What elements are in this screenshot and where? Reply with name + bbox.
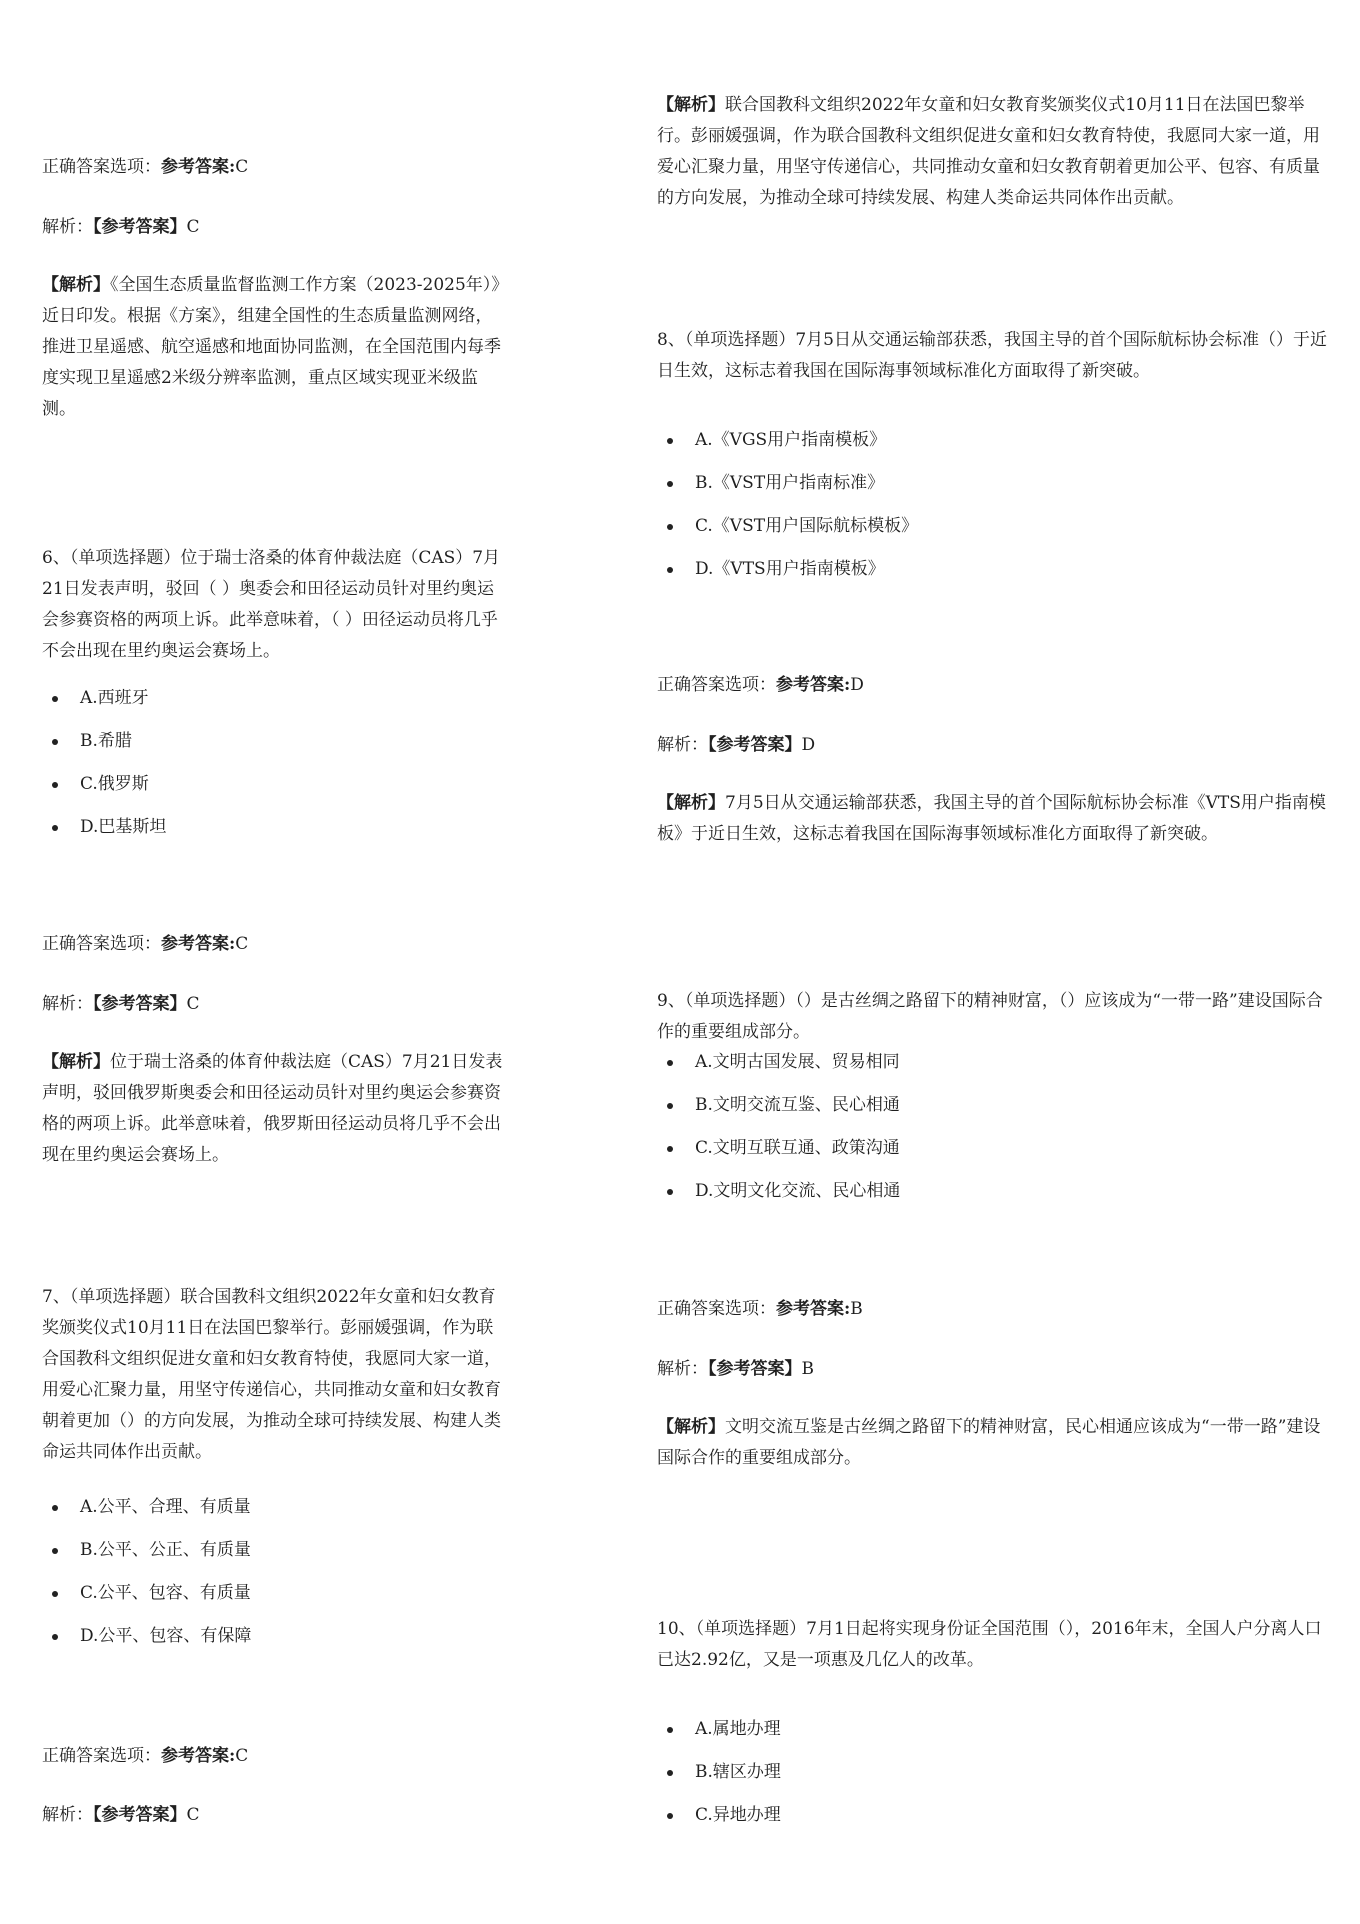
q7-answer: 正确答案选项：参考答案:C bbox=[42, 1746, 249, 1766]
q6-question: 6、（单项选择题）位于瑞士洛桑的体育仲裁法庭（CAS）7月21日发表声明，驳回（ ）奥委会和田径运动员针对里约奥运会参赛资格的两项上诉。此举意味着，（ ）田径运动员将几乎不会出现在里约奥运会赛场上。 bbox=[42, 548, 501, 661]
q9-option-d: D.文明文化交流、民心相通 bbox=[657, 1170, 1327, 1213]
q7-option-b: B.公平、公正、有质量 bbox=[42, 1529, 505, 1572]
q8-analysis: 解析：【参考答案】D bbox=[657, 735, 816, 755]
q10-question: 10、（单项选择题）7月1日起将实现身份证全国范围（），2016年末，全国人户分离人口已达2.92亿，又是一项惠及几亿人的改革。 bbox=[657, 1619, 1322, 1670]
q9-question: 9、（单项选择题）（）是古丝绸之路留下的精神财富，（）应该成为“一带一路”建设国际合作的重要组成部分。 bbox=[657, 991, 1323, 1042]
q6-analysis: 解析：【参考答案】C bbox=[42, 994, 200, 1014]
q9-option-c: C.文明互联互通、政策沟通 bbox=[657, 1127, 1327, 1170]
q8-option-a: A.《VGS用户指南模板》 bbox=[657, 419, 1327, 462]
q8-question: 8、（单项选择题）7月5日从交通运输部获悉，我国主导的首个国际航标协会标准（）于近日生效，这标志着我国在国际海事领域标准化方面取得了新突破。 bbox=[657, 330, 1327, 381]
q7-option-a: A.公平、合理、有质量 bbox=[42, 1486, 505, 1529]
q7-explanation: 【解析】联合国教科文组织2022年女童和妇女教育奖颁奖仪式10月11日在法国巴黎举行。彭丽媛强调，作为联合国教科文组织促进女童和妇女教育特使，我愿同大家一道，用爱心汇聚力量，用坚守传递信心，共同推动女童和妇女教育朝着更加公平、包容、有质量的方向发展，为推动全球可持续发展、构建人类命运共同体作出贡献。 bbox=[657, 95, 1320, 208]
q8-answer: 正确答案选项：参考答案:D bbox=[657, 675, 864, 695]
q8-explanation: 【解析】7月5日从交通运输部获悉，我国主导的首个国际航标协会标准《VTS用户指南模板》于近日生效，这标志着我国在国际海事领域标准化方面取得了新突破。 bbox=[657, 793, 1326, 844]
q10-options bbox=[657, 1708, 1327, 1837]
q7-options bbox=[42, 1486, 505, 1658]
q9-answer: 正确答案选项：参考答案:B bbox=[657, 1299, 863, 1319]
q9-option-a: A.文明古国发展、贸易相同 bbox=[657, 1041, 1327, 1084]
q5-analysis: 解析：【参考答案】C bbox=[42, 217, 200, 237]
q6-option-c: C.俄罗斯 bbox=[42, 763, 505, 806]
q6-answer: 正确答案选项：参考答案:C bbox=[42, 934, 249, 954]
q7-question: 7、（单项选择题）联合国教科文组织2022年女童和妇女教育奖颁奖仪式10月11日在法国巴黎举行。彭丽媛强调，作为联合国教科文组织促进女童和妇女教育特使，我愿同大家一道，用爱心汇聚力量，用坚守传递信心，共同推动女童和妇女教育朝着更加（）的方向发展，为推动全球可持续发展、构建人类命运共同体作出贡献。 bbox=[42, 1287, 501, 1462]
q8-option-d: D.《VTS用户指南模板》 bbox=[657, 548, 1327, 591]
q6-option-b: B.希腊 bbox=[42, 720, 505, 763]
q10-option-c: C.异地办理 bbox=[657, 1794, 1327, 1837]
q6-options bbox=[42, 677, 505, 849]
q9-options bbox=[657, 1041, 1327, 1213]
q7-option-c: C.公平、包容、有质量 bbox=[42, 1572, 505, 1615]
q6-option-d: D.巴基斯坦 bbox=[42, 806, 505, 849]
q10-option-b: B.辖区办理 bbox=[657, 1751, 1327, 1794]
q6-option-a: A.西班牙 bbox=[42, 677, 505, 720]
q5-answer: 正确答案选项：参考答案:C bbox=[42, 157, 249, 177]
q9-analysis: 解析：【参考答案】B bbox=[657, 1359, 814, 1379]
q8-options bbox=[657, 419, 1327, 591]
q10-option-a: A.属地办理 bbox=[657, 1708, 1327, 1751]
q8-option-b: B.《VST用户指南标准》 bbox=[657, 462, 1327, 505]
q7-option-d: D.公平、包容、有保障 bbox=[42, 1615, 505, 1658]
q6-explanation: 【解析】位于瑞士洛桑的体育仲裁法庭（CAS）7月21日发表声明，驳回俄罗斯奥委会和田径运动员针对里约奥运会参赛资格的两项上诉。此举意味着，俄罗斯田径运动员将几乎不会出现在里约奥运会赛场上。 bbox=[42, 1052, 503, 1165]
q9-explanation: 【解析】文明交流互鉴是古丝绸之路留下的精神财富，民心相通应该成为“一带一路”建设国际合作的重要组成部分。 bbox=[657, 1417, 1321, 1468]
q7-analysis: 解析：【参考答案】C bbox=[42, 1805, 200, 1825]
q8-option-c: C.《VST用户国际航标模板》 bbox=[657, 505, 1327, 548]
q9-option-b: B.文明交流互鉴、民心相通 bbox=[657, 1084, 1327, 1127]
q5-explanation: 【解析】《全国生态质量监督监测工作方案（2023-2025年）》近日印发。根据《方案》，组建全国性的生态质量监测网络，推进卫星遥感、航空遥感和地面协同监测，在全国范围内每季度实现卫星遥感2米级分辨率监测，重点区域实现亚米级监测。 bbox=[42, 275, 501, 419]
